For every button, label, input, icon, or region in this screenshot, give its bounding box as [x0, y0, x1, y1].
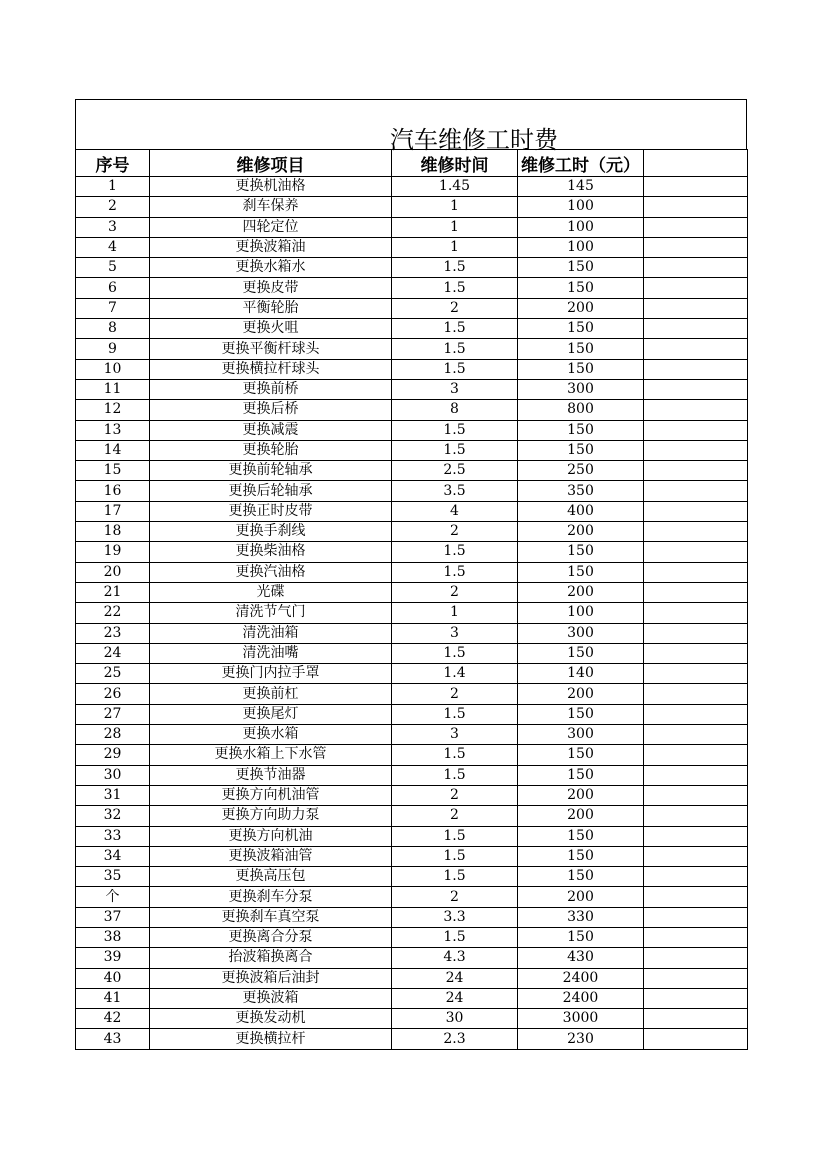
cell-hours: 3: [392, 623, 518, 643]
cell-hours: 1.5: [392, 745, 518, 765]
header-item: 维修项目: [150, 150, 392, 177]
cell-blank: [644, 501, 748, 521]
cell-item: 更换波箱油: [150, 237, 392, 257]
cell-item: 更换离合分泵: [150, 927, 392, 947]
table-row: [76, 643, 748, 663]
cell-item: 更换汽油格: [150, 562, 392, 582]
cell-hours: 2: [392, 806, 518, 826]
cell-fee: 200: [518, 887, 644, 907]
cell-fee: 150: [518, 339, 644, 359]
table-row: [76, 298, 748, 318]
cell-item: 更换门内拉手罩: [150, 664, 392, 684]
cell-hours: 1.5: [392, 339, 518, 359]
cell-blank: [644, 968, 748, 988]
cell-item: 抬波箱换离合: [150, 948, 392, 968]
cell-fee: 350: [518, 481, 644, 501]
cell-item: 更换刹车真空泵: [150, 907, 392, 927]
cell-item: 更换火咀: [150, 319, 392, 339]
table-row: [76, 177, 748, 197]
cell-fee: 150: [518, 643, 644, 663]
cell-fee: 100: [518, 197, 644, 217]
cell-fee: 330: [518, 907, 644, 927]
cell-item: 更换前桥: [150, 379, 392, 399]
table-row: [76, 907, 748, 927]
cell-hours: 2: [392, 582, 518, 602]
table-row: [76, 1009, 748, 1029]
cell-index: 9: [76, 339, 150, 359]
cell-fee: 100: [518, 217, 644, 237]
cell-hours: 1: [392, 603, 518, 623]
cell-index: 个: [76, 887, 150, 907]
cell-item: 更换节油器: [150, 765, 392, 785]
cell-item: 更换平衡杆球头: [150, 339, 392, 359]
cell-blank: [644, 298, 748, 318]
cell-item: 光碟: [150, 582, 392, 602]
cell-fee: 150: [518, 359, 644, 379]
cell-hours: 2: [392, 522, 518, 542]
cell-item: 更换前轮轴承: [150, 461, 392, 481]
cell-blank: [644, 420, 748, 440]
cell-fee: 3000: [518, 1009, 644, 1029]
cell-fee: 300: [518, 623, 644, 643]
table-body: [76, 177, 748, 1050]
cell-fee: 150: [518, 765, 644, 785]
cell-index: 11: [76, 379, 150, 399]
cell-blank: [644, 278, 748, 298]
cell-item: 清洗节气门: [150, 603, 392, 623]
table-row: [76, 379, 748, 399]
cell-index: 13: [76, 420, 150, 440]
cell-index: 27: [76, 704, 150, 724]
cell-blank: [644, 258, 748, 278]
cell-blank: [644, 197, 748, 217]
cell-item: 更换发动机: [150, 1009, 392, 1029]
table-row: [76, 948, 748, 968]
header-blank: [644, 150, 748, 177]
cell-index: 4: [76, 237, 150, 257]
table-row: [76, 765, 748, 785]
table-row: [76, 339, 748, 359]
cell-index: 22: [76, 603, 150, 623]
header-fee: 维修工时（元）: [518, 150, 644, 177]
cell-fee: 150: [518, 420, 644, 440]
table-row: [76, 400, 748, 420]
cell-fee: 300: [518, 725, 644, 745]
cell-hours: 1.5: [392, 643, 518, 663]
cell-index: 8: [76, 319, 150, 339]
cell-blank: [644, 988, 748, 1008]
cell-index: 5: [76, 258, 150, 278]
cell-item: 更换横拉杆球头: [150, 359, 392, 379]
cell-fee: 230: [518, 1029, 644, 1049]
cell-index: 10: [76, 359, 150, 379]
cell-hours: 1.45: [392, 177, 518, 197]
cell-item: 更换横拉杆: [150, 1029, 392, 1049]
table-row: [76, 826, 748, 846]
cell-blank: [644, 359, 748, 379]
cell-hours: 24: [392, 968, 518, 988]
cell-item: 更换正时皮带: [150, 501, 392, 521]
cell-item: 更换手刹线: [150, 522, 392, 542]
cell-hours: 24: [392, 988, 518, 1008]
cell-blank: [644, 400, 748, 420]
cell-index: 2: [76, 197, 150, 217]
cell-fee: 150: [518, 440, 644, 460]
cell-hours: 1.5: [392, 440, 518, 460]
table-row: [76, 725, 748, 745]
cell-hours: 1: [392, 237, 518, 257]
table-row: [76, 968, 748, 988]
cell-index: 28: [76, 725, 150, 745]
cell-blank: [644, 379, 748, 399]
cell-index: 41: [76, 988, 150, 1008]
cell-index: 43: [76, 1029, 150, 1049]
cell-index: 19: [76, 542, 150, 562]
cell-fee: 150: [518, 846, 644, 866]
cell-fee: 150: [518, 826, 644, 846]
cell-index: 15: [76, 461, 150, 481]
cell-item: 更换后桥: [150, 400, 392, 420]
cell-item: 平衡轮胎: [150, 298, 392, 318]
cell-blank: [644, 1029, 748, 1049]
table-row: [76, 258, 748, 278]
cell-blank: [644, 603, 748, 623]
spreadsheet: [75, 99, 747, 1050]
cell-hours: 30: [392, 1009, 518, 1029]
cell-hours: 1: [392, 217, 518, 237]
cell-fee: 430: [518, 948, 644, 968]
cell-fee: 200: [518, 582, 644, 602]
table-row: [76, 197, 748, 217]
cell-fee: 150: [518, 562, 644, 582]
cell-hours: 3.3: [392, 907, 518, 927]
cell-item: 更换皮带: [150, 278, 392, 298]
cell-item: 更换水箱: [150, 725, 392, 745]
cell-fee: 250: [518, 461, 644, 481]
cell-index: 33: [76, 826, 150, 846]
table-row: [76, 217, 748, 237]
cell-blank: [644, 623, 748, 643]
cell-index: 29: [76, 745, 150, 765]
cell-fee: 100: [518, 603, 644, 623]
cell-fee: 200: [518, 806, 644, 826]
header-index: 序号: [76, 150, 150, 177]
cell-hours: 1.5: [392, 278, 518, 298]
table-row: [76, 846, 748, 866]
cell-item: 更换波箱后油封: [150, 968, 392, 988]
cell-index: 32: [76, 806, 150, 826]
cell-index: 16: [76, 481, 150, 501]
cell-item: 清洗油嘴: [150, 643, 392, 663]
cell-hours: 1: [392, 197, 518, 217]
table-row: [76, 522, 748, 542]
cell-index: 38: [76, 927, 150, 947]
cell-index: 34: [76, 846, 150, 866]
cell-hours: 4.3: [392, 948, 518, 968]
price-table: [75, 149, 748, 1050]
cell-hours: 1.5: [392, 420, 518, 440]
cell-blank: [644, 684, 748, 704]
cell-hours: 1.5: [392, 542, 518, 562]
cell-blank: [644, 481, 748, 501]
cell-fee: 150: [518, 258, 644, 278]
cell-fee: 800: [518, 400, 644, 420]
cell-blank: [644, 461, 748, 481]
cell-index: 6: [76, 278, 150, 298]
cell-blank: [644, 522, 748, 542]
cell-hours: 2: [392, 684, 518, 704]
cell-index: 42: [76, 1009, 150, 1029]
cell-blank: [644, 806, 748, 826]
cell-hours: 2.5: [392, 461, 518, 481]
cell-fee: 145: [518, 177, 644, 197]
cell-item: 四轮定位: [150, 217, 392, 237]
cell-blank: [644, 440, 748, 460]
table-row: [76, 278, 748, 298]
cell-blank: [644, 339, 748, 359]
cell-blank: [644, 237, 748, 257]
cell-item: 更换柴油格: [150, 542, 392, 562]
cell-index: 12: [76, 400, 150, 420]
cell-blank: [644, 582, 748, 602]
cell-item: 更换刹车分泵: [150, 887, 392, 907]
cell-hours: 2: [392, 785, 518, 805]
cell-item: 更换方向助力泵: [150, 806, 392, 826]
table-row: [76, 420, 748, 440]
table-row: [76, 927, 748, 947]
cell-hours: 3: [392, 725, 518, 745]
table-row: [76, 501, 748, 521]
table-row: [76, 806, 748, 826]
table-row: [76, 319, 748, 339]
table-row: [76, 684, 748, 704]
cell-item: 更换尾灯: [150, 704, 392, 724]
cell-hours: 2: [392, 887, 518, 907]
cell-index: 31: [76, 785, 150, 805]
cell-index: 40: [76, 968, 150, 988]
cell-fee: 200: [518, 298, 644, 318]
cell-fee: 140: [518, 664, 644, 684]
cell-item: 更换方向机油管: [150, 785, 392, 805]
cell-item: 更换后轮轴承: [150, 481, 392, 501]
table-row: [76, 623, 748, 643]
table-row: [76, 481, 748, 501]
cell-fee: 150: [518, 704, 644, 724]
table-row: [76, 704, 748, 724]
sheet-title: 汽车维修工时费: [390, 126, 558, 154]
cell-index: 17: [76, 501, 150, 521]
cell-fee: 150: [518, 278, 644, 298]
cell-hours: 1.5: [392, 927, 518, 947]
cell-hours: 4: [392, 501, 518, 521]
cell-index: 39: [76, 948, 150, 968]
cell-index: 20: [76, 562, 150, 582]
cell-index: 14: [76, 440, 150, 460]
table-row: [76, 785, 748, 805]
cell-blank: [644, 745, 748, 765]
cell-blank: [644, 664, 748, 684]
cell-blank: [644, 643, 748, 663]
cell-fee: 300: [518, 379, 644, 399]
cell-hours: 1.4: [392, 664, 518, 684]
table-row: [76, 603, 748, 623]
cell-item: 刹车保养: [150, 197, 392, 217]
table-row: [76, 1029, 748, 1049]
table-row: [76, 664, 748, 684]
cell-hours: 8: [392, 400, 518, 420]
table-row: [76, 745, 748, 765]
cell-index: 18: [76, 522, 150, 542]
cell-hours: 1.5: [392, 319, 518, 339]
cell-index: 25: [76, 664, 150, 684]
cell-index: 23: [76, 623, 150, 643]
cell-fee: 200: [518, 785, 644, 805]
cell-blank: [644, 826, 748, 846]
cell-blank: [644, 562, 748, 582]
table-row: [76, 359, 748, 379]
table-row: [76, 988, 748, 1008]
cell-item: 更换机油格: [150, 177, 392, 197]
table-row: [76, 542, 748, 562]
table-row: [76, 440, 748, 460]
cell-blank: [644, 846, 748, 866]
table-row: [76, 461, 748, 481]
table-row: [76, 867, 748, 887]
cell-index: 26: [76, 684, 150, 704]
cell-item: 更换水箱水: [150, 258, 392, 278]
cell-fee: 2400: [518, 968, 644, 988]
cell-item: 更换波箱: [150, 988, 392, 1008]
cell-blank: [644, 765, 748, 785]
cell-item: 更换方向机油: [150, 826, 392, 846]
cell-fee: 400: [518, 501, 644, 521]
cell-fee: 150: [518, 745, 644, 765]
cell-item: 清洗油箱: [150, 623, 392, 643]
cell-blank: [644, 785, 748, 805]
table-row: [76, 562, 748, 582]
cell-hours: 1.5: [392, 826, 518, 846]
cell-blank: [644, 704, 748, 724]
cell-hours: 1.5: [392, 359, 518, 379]
cell-item: 更换高压包: [150, 867, 392, 887]
table-row: [76, 582, 748, 602]
cell-fee: 150: [518, 319, 644, 339]
cell-item: 更换水箱上下水管: [150, 745, 392, 765]
cell-blank: [644, 542, 748, 562]
cell-fee: 100: [518, 237, 644, 257]
cell-blank: [644, 927, 748, 947]
title-row: [75, 99, 747, 154]
cell-index: 1: [76, 177, 150, 197]
cell-item: 更换波箱油管: [150, 846, 392, 866]
cell-index: 35: [76, 867, 150, 887]
cell-index: 37: [76, 907, 150, 927]
cell-hours: 3.5: [392, 481, 518, 501]
cell-hours: 1.5: [392, 258, 518, 278]
cell-blank: [644, 319, 748, 339]
cell-hours: 2.3: [392, 1029, 518, 1049]
cell-blank: [644, 177, 748, 197]
cell-item: 更换减震: [150, 420, 392, 440]
cell-index: 30: [76, 765, 150, 785]
table-row: [76, 237, 748, 257]
header-hours: 维修时间: [392, 150, 518, 177]
cell-fee: 150: [518, 542, 644, 562]
cell-blank: [644, 887, 748, 907]
cell-blank: [644, 725, 748, 745]
cell-hours: 2: [392, 298, 518, 318]
cell-hours: 1.5: [392, 846, 518, 866]
cell-item: 更换轮胎: [150, 440, 392, 460]
cell-blank: [644, 948, 748, 968]
cell-fee: 150: [518, 867, 644, 887]
cell-index: 7: [76, 298, 150, 318]
cell-hours: 1.5: [392, 765, 518, 785]
table-row: [76, 887, 748, 907]
cell-blank: [644, 217, 748, 237]
cell-index: 24: [76, 643, 150, 663]
cell-fee: 200: [518, 684, 644, 704]
cell-hours: 3: [392, 379, 518, 399]
cell-fee: 2400: [518, 988, 644, 1008]
cell-fee: 150: [518, 927, 644, 947]
cell-item: 更换前杠: [150, 684, 392, 704]
cell-hours: 1.5: [392, 867, 518, 887]
cell-index: 21: [76, 582, 150, 602]
cell-blank: [644, 867, 748, 887]
cell-blank: [644, 1009, 748, 1029]
cell-hours: 1.5: [392, 562, 518, 582]
cell-hours: 1.5: [392, 704, 518, 724]
cell-fee: 200: [518, 522, 644, 542]
cell-index: 3: [76, 217, 150, 237]
cell-blank: [644, 907, 748, 927]
